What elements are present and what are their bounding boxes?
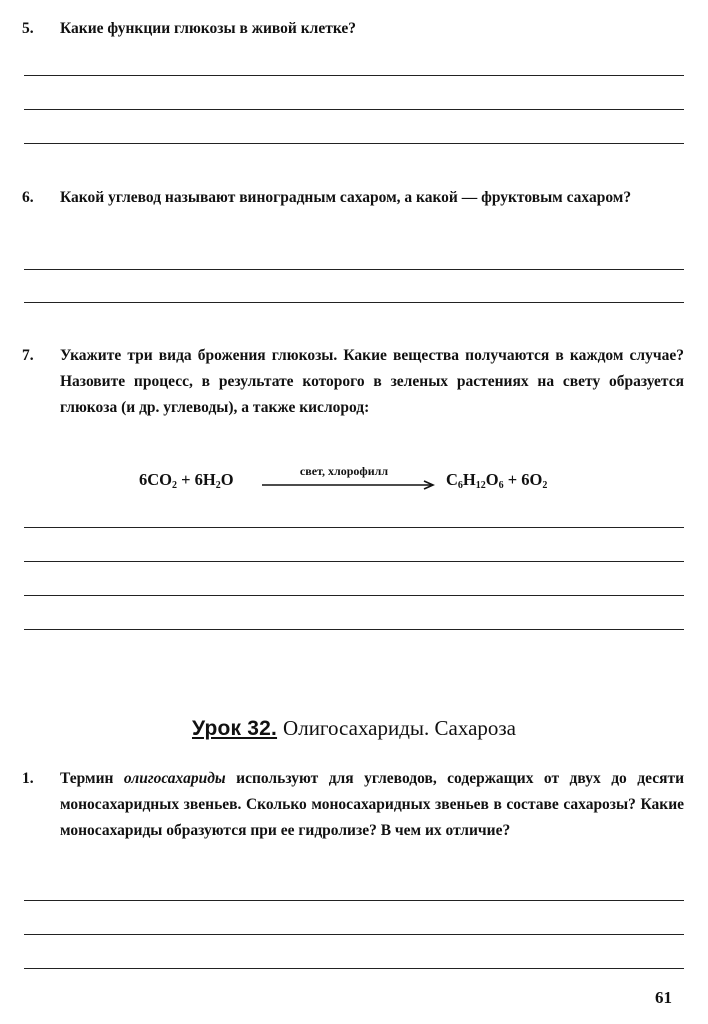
arrow-icon bbox=[262, 480, 438, 490]
equation-reactants: $6CO_2 + 6H_2O$ bbox=[139, 470, 234, 491]
question-number: 5. bbox=[22, 20, 34, 37]
question-text: Укажите три вида брожения глюкозы. Какие вещества получаются в каждом случае? Назовите процесс, в результате которого в зеленых растениях на свету образуется глюкоза (и др. углеводы), а также кислород: bbox=[60, 347, 684, 416]
lesson-heading bbox=[0, 716, 708, 741]
question-text: Какие функции глюкозы в живой клетке? bbox=[60, 20, 357, 37]
answer-line[interactable] bbox=[24, 269, 684, 270]
lesson-question-1 bbox=[22, 766, 684, 844]
question-6 bbox=[22, 185, 684, 211]
question-text: Термин олигосахариды используют для углеводов, содержащих от двух до десяти моносахаридных звеньев. Сколько моносахаридных звеньев в составе сахарозы? Какие моносахариды образуются при ее гидролизе? В чем их отличие? bbox=[60, 770, 684, 839]
photosynthesis-equation bbox=[0, 464, 708, 498]
reaction-arrow bbox=[262, 464, 438, 494]
question-7 bbox=[22, 343, 684, 421]
answer-line[interactable] bbox=[24, 143, 684, 144]
answer-line[interactable] bbox=[24, 968, 684, 969]
lesson-label: Урок 32. bbox=[191, 717, 278, 740]
question-number: 1. bbox=[22, 770, 34, 787]
reaction-condition: свет, хлорофилл bbox=[299, 464, 389, 478]
answer-line[interactable] bbox=[24, 595, 684, 596]
answer-line[interactable] bbox=[24, 75, 684, 76]
answer-line[interactable] bbox=[24, 527, 684, 528]
answer-line[interactable] bbox=[24, 629, 684, 630]
answer-line[interactable] bbox=[24, 109, 684, 110]
answer-line[interactable] bbox=[24, 900, 684, 901]
lesson-title: Олигосахариды. Сахароза bbox=[283, 716, 517, 740]
page-number: 61 bbox=[655, 988, 672, 1007]
equation-products: $C_6H_{12}O_6 + 6O_2$ bbox=[446, 470, 548, 491]
answer-line[interactable] bbox=[24, 561, 684, 562]
question-number: 7. bbox=[22, 347, 34, 364]
answer-line[interactable] bbox=[24, 302, 684, 303]
term-oligosaccharides: олигосахариды bbox=[123, 770, 226, 787]
question-text: Какой углевод называют виноградным сахаром, а какой — фруктовым сахаром? bbox=[60, 189, 632, 206]
question-number: 6. bbox=[22, 189, 34, 206]
answer-line[interactable] bbox=[24, 934, 684, 935]
question-5 bbox=[22, 16, 684, 42]
